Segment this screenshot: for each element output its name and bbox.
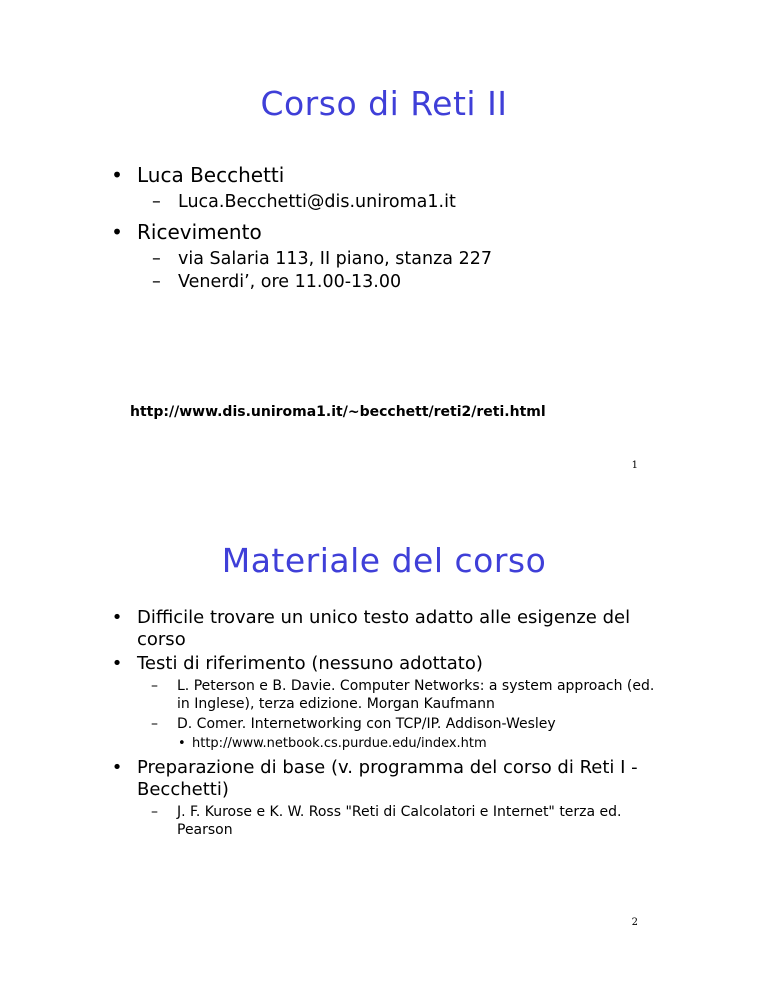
link-text: http://www.netbook.cs.purdue.edu/index.htm bbox=[192, 736, 487, 751]
dash-icon: – bbox=[152, 272, 161, 292]
course-url: http://www.dis.uniroma1.it/~becchett/reti2/reti.html bbox=[130, 404, 546, 420]
list-item bbox=[107, 220, 667, 245]
bullet-icon: • bbox=[111, 163, 123, 187]
page-number: 2 bbox=[631, 917, 638, 928]
sub-item bbox=[152, 271, 667, 294]
reference-text: D. Comer. Internetworking con TCP/IP. Addison-Wesley bbox=[177, 716, 556, 732]
bullet-icon: • bbox=[111, 757, 123, 778]
list-item bbox=[107, 607, 667, 651]
sub-list bbox=[151, 803, 667, 839]
sub-item bbox=[152, 191, 667, 214]
sub-sub-list bbox=[178, 735, 667, 753]
bullet-icon: • bbox=[178, 736, 186, 751]
hours-text: Venerdi’, ore 11.00-13.00 bbox=[178, 272, 402, 292]
slide-2 bbox=[0, 497, 768, 994]
reference-text: L. Peterson e B. Davie. Computer Networks: a system approach (ed. in Inglese), terza edizione. Morgan Kaufmann bbox=[177, 678, 655, 712]
dash-icon: – bbox=[152, 192, 161, 212]
dash-icon: – bbox=[151, 804, 158, 820]
email-text: Luca.Becchetti@dis.uniroma1.it bbox=[178, 192, 456, 212]
item-text: Testi di riferimento (nessuno adottato) bbox=[137, 653, 483, 674]
bullet-list bbox=[107, 163, 667, 300]
dash-icon: – bbox=[152, 249, 161, 269]
bullet-icon: • bbox=[111, 220, 123, 244]
list-item bbox=[107, 757, 667, 801]
sub-sub-item bbox=[178, 735, 667, 753]
item-text: Ricevimento bbox=[137, 220, 262, 244]
bullet-icon: • bbox=[111, 653, 123, 674]
sub-list bbox=[152, 191, 667, 214]
item-text: Luca Becchetti bbox=[137, 163, 285, 187]
list-item bbox=[107, 163, 667, 188]
item-text: Preparazione di base (v. programma del corso di Reti I - Becchetti) bbox=[137, 757, 638, 800]
slide-title: Corso di Reti II bbox=[260, 84, 508, 123]
list-item bbox=[107, 653, 667, 675]
sub-item bbox=[151, 715, 667, 733]
item-text: Difficile trovare un unico testo adatto alle esigenze del corso bbox=[137, 607, 631, 650]
slide-title: Materiale del corso bbox=[221, 541, 547, 580]
address-text: via Salaria 113, II piano, stanza 227 bbox=[178, 249, 492, 269]
reference-text: J. F. Kurose e K. W. Ross "Reti di Calcolatori e Internet" terza ed. Pearson bbox=[177, 804, 622, 838]
bullet-list bbox=[107, 607, 667, 843]
sub-item bbox=[152, 248, 667, 271]
sub-item bbox=[151, 803, 667, 839]
dash-icon: – bbox=[151, 716, 158, 732]
sub-list bbox=[151, 677, 667, 753]
sub-item bbox=[151, 677, 667, 713]
sub-list bbox=[152, 248, 667, 294]
dash-icon: – bbox=[151, 678, 158, 694]
bullet-icon: • bbox=[111, 607, 123, 628]
page-number: 1 bbox=[631, 460, 638, 471]
